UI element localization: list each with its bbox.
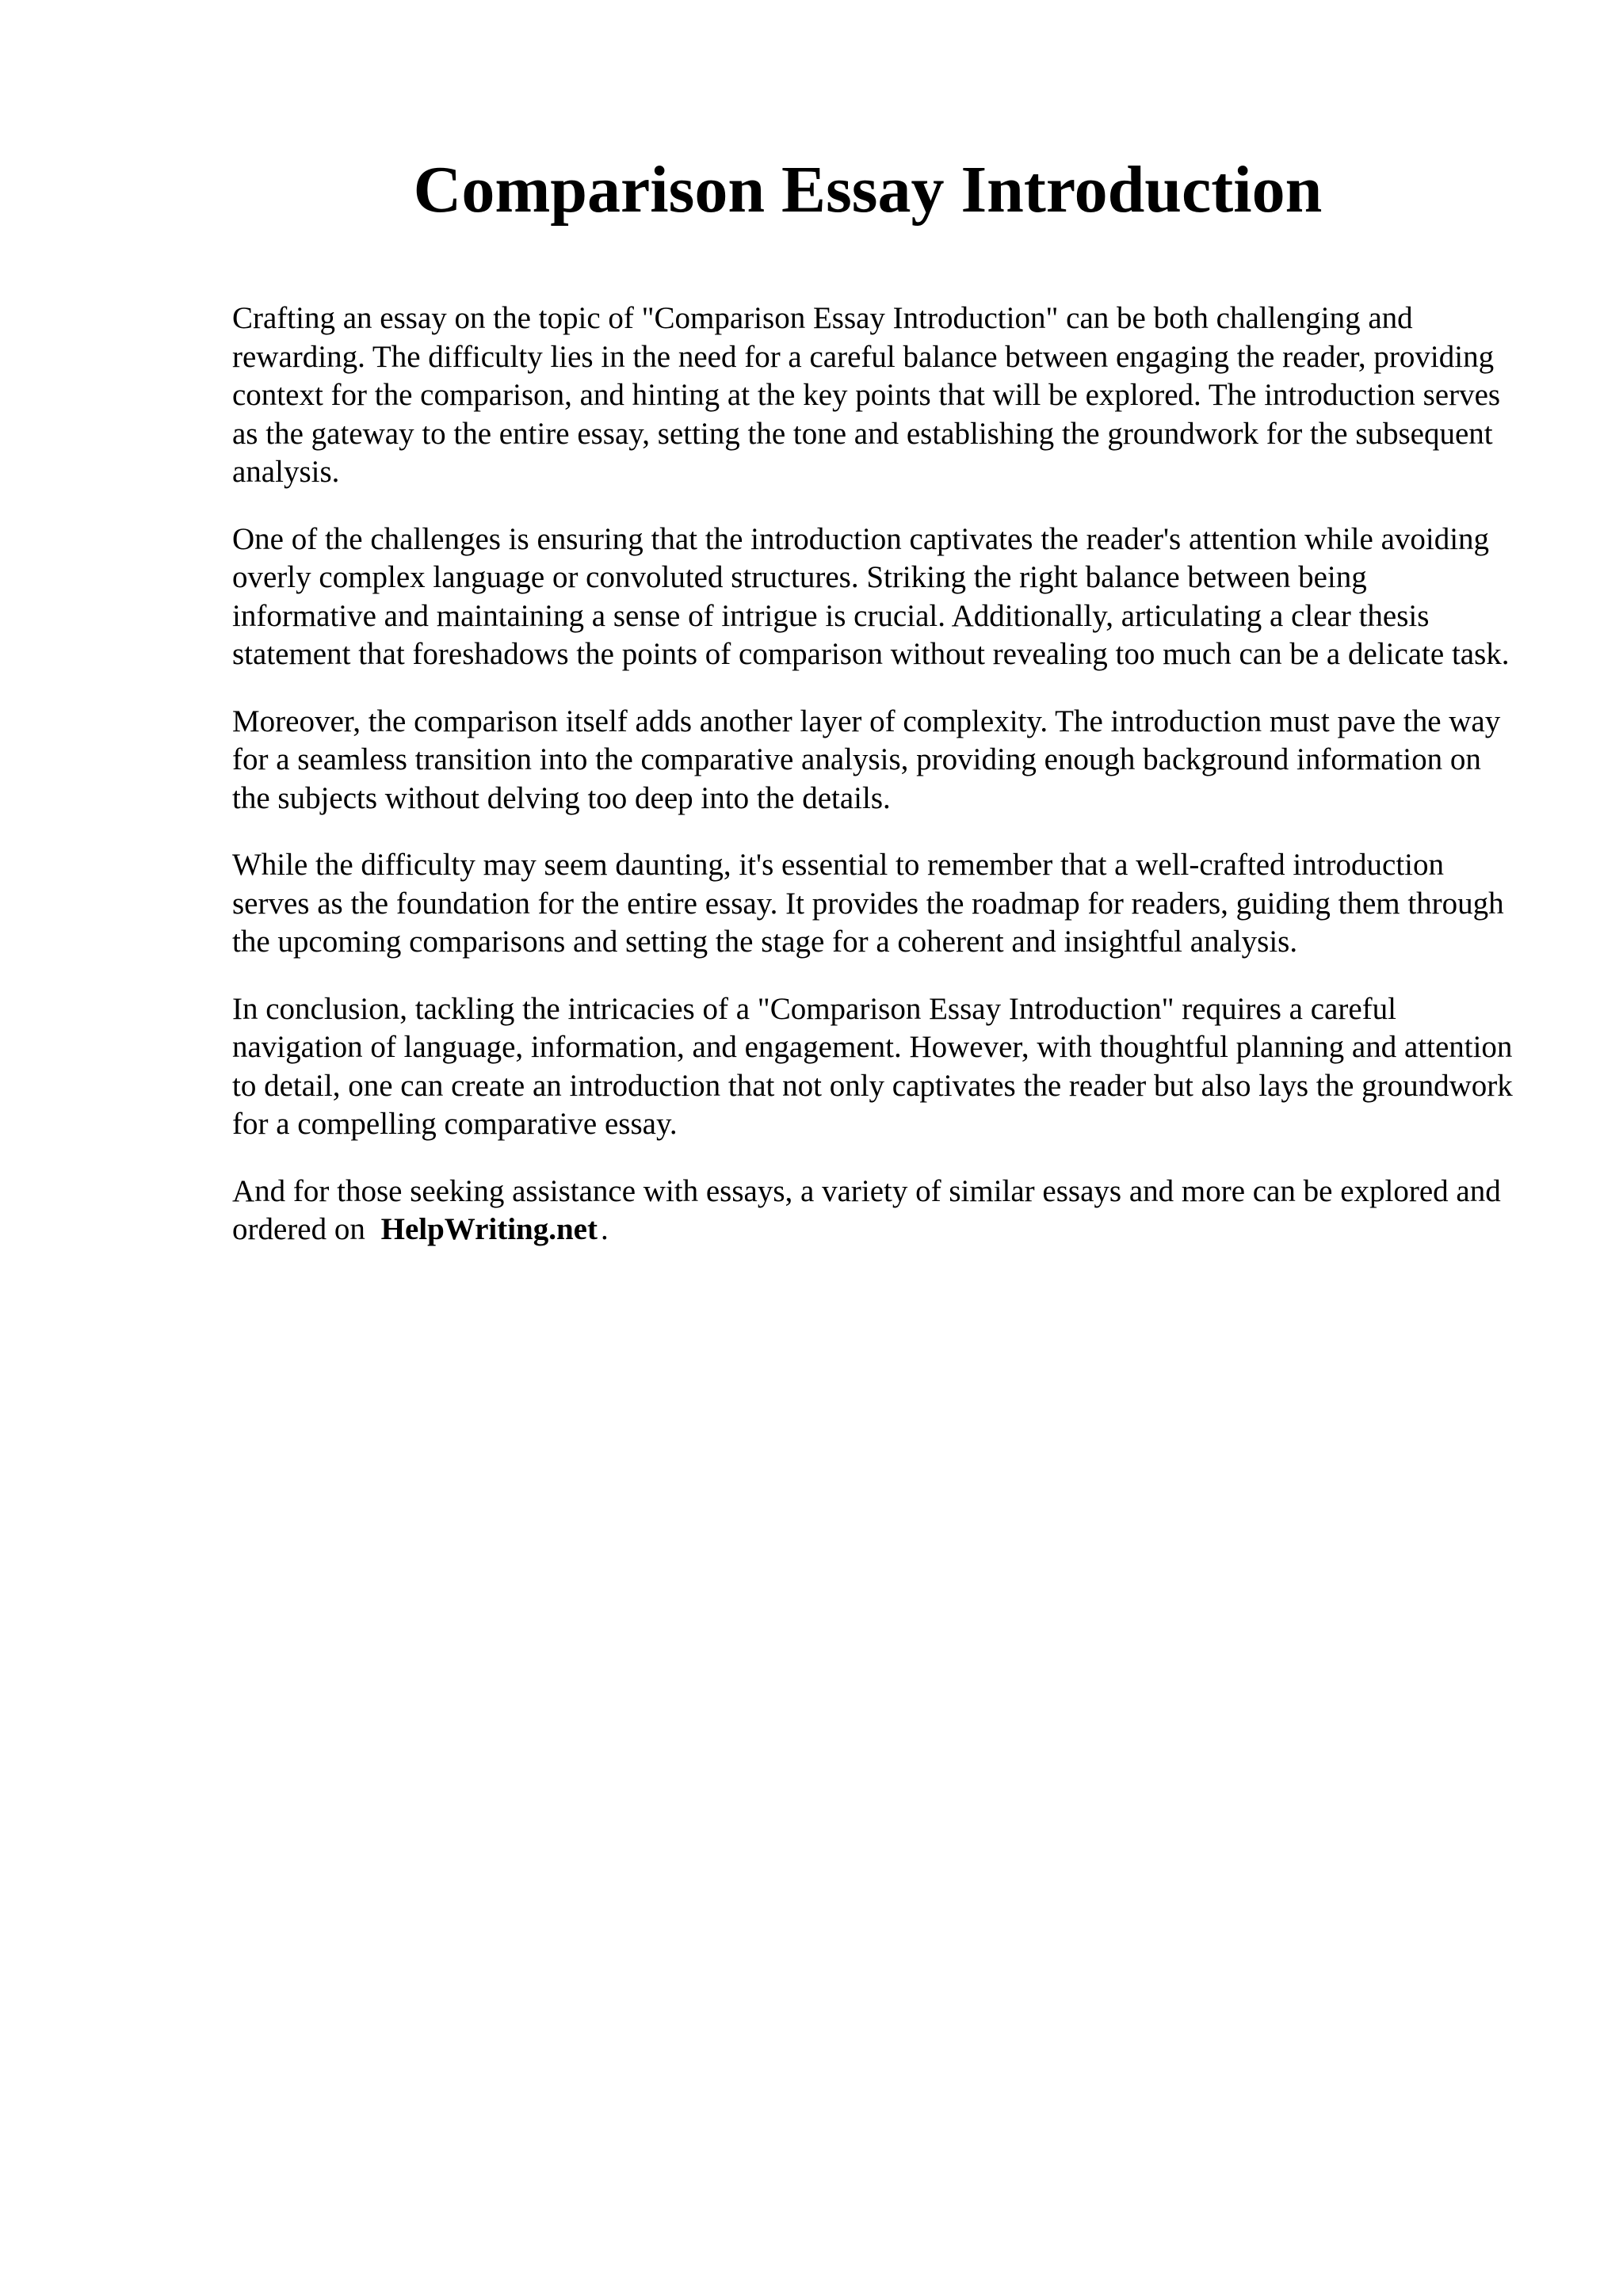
document-title: Comparison Essay Introduction	[413, 153, 1323, 227]
closing-paragraph	[232, 1173, 1516, 1249]
closing-text: And for those seeking assistance with essays, a variety of similar essays and more can be explored and ordered on	[232, 1173, 1501, 1246]
paragraph-4: While the difficulty may seem daunting, it's essential to remember that a well-crafted introduction serves as the foundation for the entire essay. It provides the roadmap for readers, guiding them through the upcoming comparisons and setting the stage for a coherent and insightful analysis.	[232, 848, 1504, 959]
paragraph-3: Moreover, the comparison itself adds another layer of complexity. The introduction must pave the way for a seamless transition into the comparative analysis, providing enough background information on the subjects without delving too deep into the details.	[232, 704, 1501, 815]
paragraph-2: One of the challenges is ensuring that the introduction captivates the reader's attention while avoiding overly complex language or convoluted structures. Striking the right balance between being informative and maintaining a sense of intrigue is crucial. Additionally, articulating a clear thesis statement that foreshadows the points of comparison without revealing too much can be a delicate task.	[232, 521, 1510, 671]
helpwriting-link[interactable]: HelpWriting.net	[380, 1212, 598, 1246]
document-body	[232, 299, 1516, 1278]
paragraph-5: In conclusion, tackling the intricacies of a "Comparison Essay Introduction" requires a careful navigation of language, information, and engagement. However, with thoughtful planning and attention to detail, one can create an introduction that not only captivates the reader but also lays the groundwork for a compelling comparative essay.	[232, 991, 1513, 1141]
closing-punctuation: .	[600, 1212, 609, 1246]
paragraph-1: Crafting an essay on the topic of "Comparison Essay Introduction" can be both challenging and rewarding. The difficulty lies in the need for a careful balance between engaging the reader, providing context for the comparison, and hinting at the key points that will be explored. The introduction serves as the gateway to the entire essay, setting the tone and establishing the groundwork for the subsequent analysis.	[232, 301, 1501, 489]
